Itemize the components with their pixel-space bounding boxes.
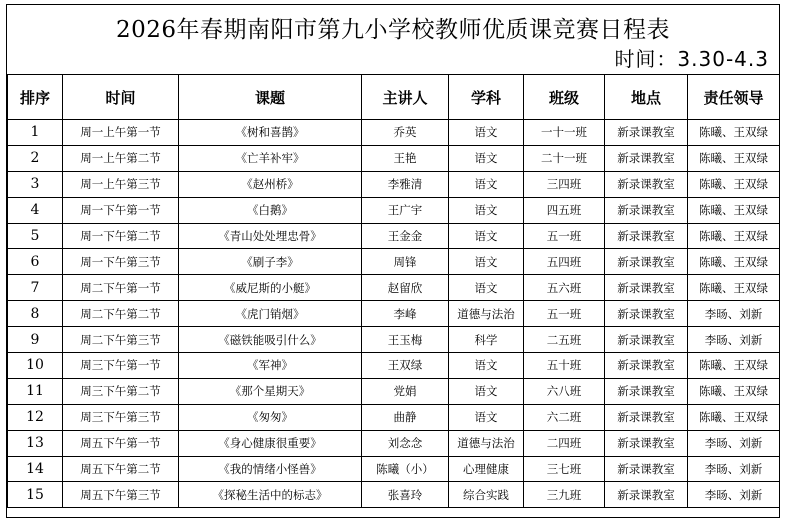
cell-leader: 陈曦、王双绿 — [688, 275, 780, 301]
schedule-sheet — [6, 4, 780, 518]
cell-location: 新录课教室 — [605, 482, 688, 508]
table-row — [8, 249, 780, 275]
cell-speaker: 王艳 — [362, 145, 449, 171]
cell-time: 周二下午第一节 — [63, 275, 179, 301]
cell-subject: 道德与法治 — [449, 301, 524, 327]
cell-topic: 《身心健康很重要》 — [179, 430, 362, 456]
header-order: 排序 — [8, 75, 63, 120]
cell-subject: 语文 — [449, 353, 524, 379]
cell-class: 五四班 — [524, 249, 605, 275]
cell-class: 二四班 — [524, 430, 605, 456]
cell-leader: 陈曦、王双绿 — [688, 353, 780, 379]
cell-order: 7 — [8, 275, 63, 301]
cell-order: 8 — [8, 301, 63, 327]
cell-leader: 陈曦、王双绿 — [688, 171, 780, 197]
cell-speaker: 赵留欣 — [362, 275, 449, 301]
header-class: 班级 — [524, 75, 605, 120]
cell-leader: 陈曦、王双绿 — [688, 378, 780, 404]
cell-speaker: 王双绿 — [362, 353, 449, 379]
cell-class: 三九班 — [524, 482, 605, 508]
cell-leader: 李旸、刘新 — [688, 482, 780, 508]
cell-class: 五一班 — [524, 301, 605, 327]
cell-topic: 《磁铁能吸引什么》 — [179, 327, 362, 353]
cell-speaker: 王广宇 — [362, 197, 449, 223]
cell-time: 周二下午第二节 — [63, 301, 179, 327]
cell-speaker: 刘念念 — [362, 430, 449, 456]
cell-subject: 语文 — [449, 275, 524, 301]
header-location: 地点 — [605, 75, 688, 120]
cell-class: 三七班 — [524, 456, 605, 482]
cell-order: 4 — [8, 197, 63, 223]
cell-time: 周五下午第二节 — [63, 456, 179, 482]
cell-subject: 语文 — [449, 223, 524, 249]
cell-time: 周五下午第一节 — [63, 430, 179, 456]
cell-order: 14 — [8, 456, 63, 482]
cell-topic: 《白鹅》 — [179, 197, 362, 223]
cell-location: 新录课教室 — [605, 430, 688, 456]
cell-order: 1 — [8, 120, 63, 146]
cell-subject: 道德与法治 — [449, 430, 524, 456]
cell-leader: 陈曦、王双绿 — [688, 223, 780, 249]
table-row — [8, 171, 780, 197]
cell-order: 5 — [8, 223, 63, 249]
cell-speaker: 乔英 — [362, 120, 449, 146]
cell-time: 周一下午第三节 — [63, 249, 179, 275]
date-range: 时间：3.30-4.3 — [614, 47, 769, 71]
cell-order: 9 — [8, 327, 63, 353]
cell-subject: 语文 — [449, 404, 524, 430]
table-row — [8, 430, 780, 456]
cell-topic: 《我的情绪小怪兽》 — [179, 456, 362, 482]
cell-speaker: 王金金 — [362, 223, 449, 249]
page-title: 2026年春期南阳市第九小学校教师优质课竞赛日程表 — [115, 17, 671, 43]
cell-order: 10 — [8, 353, 63, 379]
table-row — [8, 482, 780, 508]
cell-leader: 陈曦、王双绿 — [688, 249, 780, 275]
cell-topic: 《青山处处埋忠骨》 — [179, 223, 362, 249]
table-row — [8, 197, 780, 223]
cell-subject: 语文 — [449, 120, 524, 146]
cell-topic: 《那个星期天》 — [179, 378, 362, 404]
table-row — [8, 353, 780, 379]
table-row — [8, 301, 780, 327]
header-time: 时间 — [63, 75, 179, 120]
cell-time: 周一上午第一节 — [63, 120, 179, 146]
cell-order: 13 — [8, 430, 63, 456]
table-row — [8, 327, 780, 353]
cell-location: 新录课教室 — [605, 197, 688, 223]
schedule-table — [7, 74, 780, 508]
cell-subject: 科学 — [449, 327, 524, 353]
cell-topic: 《虎门销烟》 — [179, 301, 362, 327]
cell-time: 周三下午第一节 — [63, 353, 179, 379]
cell-class: 三四班 — [524, 171, 605, 197]
schedule-body — [8, 120, 780, 508]
header-row — [8, 75, 780, 120]
cell-order: 3 — [8, 171, 63, 197]
header-subject: 学科 — [449, 75, 524, 120]
cell-speaker: 张喜玲 — [362, 482, 449, 508]
title-area — [7, 5, 779, 75]
cell-location: 新录课教室 — [605, 456, 688, 482]
cell-topic: 《刷子李》 — [179, 249, 362, 275]
cell-leader: 陈曦、王双绿 — [688, 120, 780, 146]
cell-leader: 李旸、刘新 — [688, 327, 780, 353]
cell-time: 周一下午第一节 — [63, 197, 179, 223]
cell-subject: 语文 — [449, 249, 524, 275]
cell-location: 新录课教室 — [605, 145, 688, 171]
cell-class: 六八班 — [524, 378, 605, 404]
table-row — [8, 145, 780, 171]
cell-time: 周三下午第三节 — [63, 404, 179, 430]
cell-class: 二五班 — [524, 327, 605, 353]
cell-time: 周二下午第三节 — [63, 327, 179, 353]
cell-topic: 《匆匆》 — [179, 404, 362, 430]
cell-subject: 心理健康 — [449, 456, 524, 482]
cell-speaker: 曲静 — [362, 404, 449, 430]
header-leader: 责任领导 — [688, 75, 780, 120]
cell-order: 12 — [8, 404, 63, 430]
table-row — [8, 404, 780, 430]
cell-subject: 语文 — [449, 171, 524, 197]
cell-topic: 《威尼斯的小艇》 — [179, 275, 362, 301]
cell-order: 11 — [8, 378, 63, 404]
cell-topic: 《亡羊补牢》 — [179, 145, 362, 171]
cell-location: 新录课教室 — [605, 378, 688, 404]
cell-subject: 语文 — [449, 378, 524, 404]
cell-order: 15 — [8, 482, 63, 508]
cell-class: 一十一班 — [524, 120, 605, 146]
cell-class: 二十一班 — [524, 145, 605, 171]
cell-location: 新录课教室 — [605, 120, 688, 146]
table-row — [8, 223, 780, 249]
cell-time: 周一上午第三节 — [63, 171, 179, 197]
cell-location: 新录课教室 — [605, 275, 688, 301]
cell-location: 新录课教室 — [605, 223, 688, 249]
cell-time: 周一上午第二节 — [63, 145, 179, 171]
cell-speaker: 陈曦（小） — [362, 456, 449, 482]
cell-class: 五六班 — [524, 275, 605, 301]
cell-leader: 陈曦、王双绿 — [688, 145, 780, 171]
cell-subject: 语文 — [449, 197, 524, 223]
cell-location: 新录课教室 — [605, 301, 688, 327]
cell-class: 五一班 — [524, 223, 605, 249]
cell-subject: 综合实践 — [449, 482, 524, 508]
cell-speaker: 李峰 — [362, 301, 449, 327]
cell-location: 新录课教室 — [605, 353, 688, 379]
cell-class: 六二班 — [524, 404, 605, 430]
cell-time: 周五下午第三节 — [63, 482, 179, 508]
cell-class: 四五班 — [524, 197, 605, 223]
cell-order: 2 — [8, 145, 63, 171]
cell-speaker: 党娟 — [362, 378, 449, 404]
cell-order: 6 — [8, 249, 63, 275]
cell-class: 五十班 — [524, 353, 605, 379]
cell-topic: 《赵州桥》 — [179, 171, 362, 197]
cell-location: 新录课教室 — [605, 404, 688, 430]
cell-speaker: 李雅清 — [362, 171, 449, 197]
table-row — [8, 120, 780, 146]
header-topic: 课题 — [179, 75, 362, 120]
cell-leader: 李旸、刘新 — [688, 301, 780, 327]
cell-subject: 语文 — [449, 145, 524, 171]
cell-time: 周三下午第二节 — [63, 378, 179, 404]
cell-speaker: 王玉梅 — [362, 327, 449, 353]
cell-leader: 陈曦、王双绿 — [688, 197, 780, 223]
cell-location: 新录课教室 — [605, 249, 688, 275]
cell-location: 新录课教室 — [605, 171, 688, 197]
table-row — [8, 378, 780, 404]
cell-topic: 《探秘生活中的标志》 — [179, 482, 362, 508]
cell-location: 新录课教室 — [605, 327, 688, 353]
table-row — [8, 275, 780, 301]
cell-leader: 李旸、刘新 — [688, 430, 780, 456]
cell-time: 周一下午第二节 — [63, 223, 179, 249]
header-speaker: 主讲人 — [362, 75, 449, 120]
table-row — [8, 456, 780, 482]
cell-speaker: 周锋 — [362, 249, 449, 275]
cell-topic: 《树和喜鹊》 — [179, 120, 362, 146]
cell-leader: 陈曦、王双绿 — [688, 404, 780, 430]
cell-topic: 《军神》 — [179, 353, 362, 379]
cell-leader: 李旸、刘新 — [688, 456, 780, 482]
